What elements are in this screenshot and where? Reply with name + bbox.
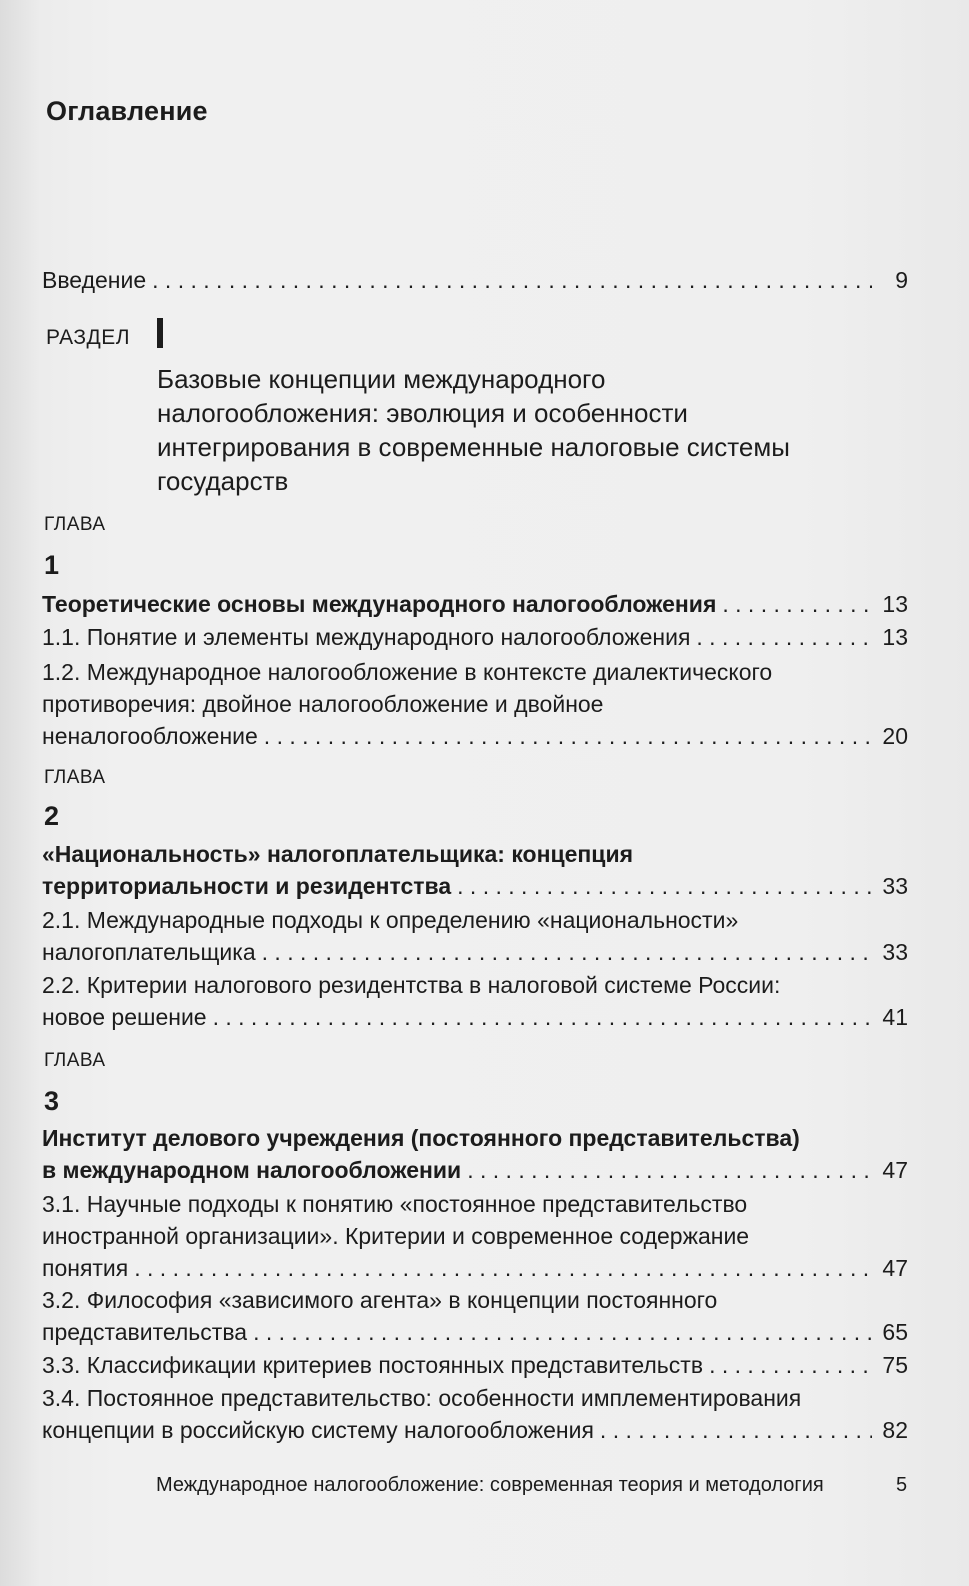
toc-item-1-1[interactable]: [42, 621, 908, 653]
section-title-line: интегрирования в современные налоговые системы: [157, 432, 790, 462]
toc-entry-intro[interactable]: [42, 264, 908, 296]
leader-dots: [457, 870, 872, 902]
leader-dots: [253, 1316, 872, 1348]
toc-item-text: 1.2. Международное налогообложение в контексте диалектического: [42, 659, 773, 685]
chapter-title: Институт делового учреждения (постоянного представительства): [42, 1125, 800, 1151]
toc-item-text: 3.2. Философия «зависимого агента» в концепции постоянного: [42, 1287, 718, 1313]
toc-item-3-2[interactable]: [42, 1284, 908, 1348]
leader-dots: [722, 588, 872, 620]
toc-chapter-2[interactable]: [42, 838, 908, 902]
leader-dots: [600, 1414, 872, 1446]
toc-chapter-3[interactable]: [42, 1122, 908, 1186]
section-title: [157, 362, 897, 498]
section-number-bar: [157, 318, 163, 348]
toc-item-text: 2.1. Международные подходы к определению «национальности»: [42, 907, 739, 933]
toc-item-text: налогоплательщика: [42, 939, 256, 965]
running-footer: Международное налогообложение: современная теория и методология: [156, 1474, 824, 1496]
page-title: Оглавление: [46, 96, 208, 126]
toc-page-number: 33: [882, 939, 908, 965]
toc-page-number: 33: [882, 873, 908, 899]
toc-item-text: неналогообложение: [42, 723, 258, 749]
chapter-title: «Национальность» налогоплательщика: концепция: [42, 841, 634, 867]
toc-item-text: 3.3. Классификации критериев постоянных представительств: [42, 1352, 704, 1378]
toc-page-number: 82: [882, 1417, 908, 1443]
toc-page-number: 13: [882, 591, 908, 617]
chapter-number: 1: [44, 550, 60, 580]
toc-entry-label: Введение: [42, 267, 147, 293]
leader-dots: [134, 1252, 872, 1284]
toc-item-text: 1.1. Понятие и элементы международного налогообложения: [42, 624, 691, 650]
toc-page-number: 75: [882, 1352, 908, 1378]
toc-page-number: 13: [882, 624, 908, 650]
toc-page-number: 47: [882, 1157, 908, 1183]
toc-item-text: 3.4. Постоянное представительство: особенности имплементирования: [42, 1385, 802, 1411]
toc-item-2-2[interactable]: [42, 969, 908, 1033]
toc-item-3-1[interactable]: [42, 1188, 908, 1284]
toc-page-number: 65: [882, 1319, 908, 1345]
toc-item-2-1[interactable]: [42, 904, 908, 968]
page-number: 5: [896, 1474, 908, 1496]
chapter-label: ГЛАВА: [44, 1050, 106, 1071]
toc-page-number: 47: [882, 1255, 908, 1281]
leader-dots: [152, 264, 872, 296]
toc-chapter-1[interactable]: [42, 588, 908, 620]
leader-dots: [467, 1154, 872, 1186]
toc-item-1-2[interactable]: [42, 656, 908, 752]
toc-item-text: противоречия: двойное налогообложение и двойное: [42, 691, 604, 717]
section-title-line: Базовые концепции международного: [157, 364, 606, 394]
chapter-title: в международном налогообложении: [42, 1157, 462, 1183]
chapter-label: ГЛАВА: [44, 767, 106, 788]
leader-dots: [264, 720, 872, 752]
toc-item-text: 2.2. Критерии налогового резидентства в налоговой системе России:: [42, 972, 781, 998]
leader-dots: [262, 936, 872, 968]
toc-page-number: 41: [882, 1004, 908, 1030]
toc-page-number: 20: [882, 723, 908, 749]
leader-dots: [213, 1001, 872, 1033]
toc-item-text: 3.1. Научные подходы к понятию «постоянное представительство: [42, 1191, 748, 1217]
toc-item-text: иностранной организации». Критерии и современное содержание: [42, 1223, 750, 1249]
toc-item-3-4[interactable]: [42, 1382, 908, 1446]
toc-item-3-3[interactable]: [42, 1349, 908, 1381]
chapter-number: 3: [44, 1086, 60, 1116]
leader-dots: [709, 1349, 872, 1381]
chapter-title: Теоретические основы международного налогообложения: [42, 591, 717, 617]
section-label: РАЗДЕЛ: [46, 326, 131, 349]
toc-page-number: 9: [895, 267, 908, 293]
chapter-number: 2: [44, 801, 60, 831]
section-title-line: государств: [157, 466, 289, 496]
toc-item-text: представительства: [42, 1319, 248, 1345]
leader-dots: [696, 621, 872, 653]
toc-item-text: понятия: [42, 1255, 129, 1281]
toc-item-text: новое решение: [42, 1004, 207, 1030]
toc-item-text: концепции в российскую систему налогообложения: [42, 1417, 594, 1443]
section-title-line: налогообложения: эволюция и особенности: [157, 398, 688, 428]
chapter-title: территориальности и резидентства: [42, 873, 452, 899]
chapter-label: ГЛАВА: [44, 514, 106, 535]
